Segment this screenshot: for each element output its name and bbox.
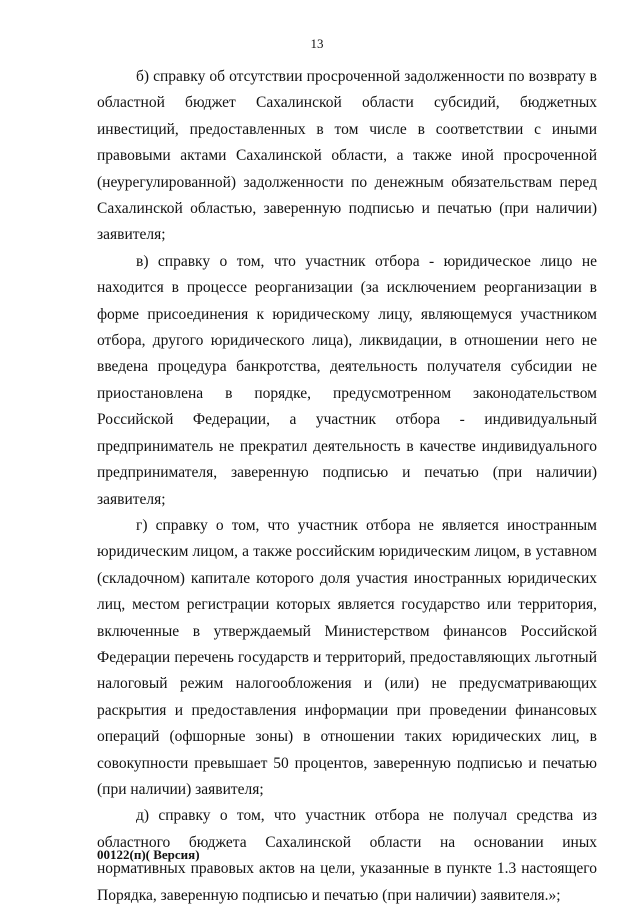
document-body [97,64,597,909]
paragraph-d: д) справку о том, что участник отбора не получал средства из областного бюджета Сахалинской области на основании иных нормативных правовых актов на цели, указанные в пункте 1.3 настоящего Порядка, заверенную подписью и печатью (при наличии) заявителя.»; [97,807,597,904]
paragraph-b: б) справку об отсутствии просроченной задолженности по возврату в областной бюджет Сахалинской области субсидий, бюджетных инвестиций, предоставленных в том числе в соответствии с иными правовыми актами Сахалинской области, а также иной просроченной (неурегулированной) задолженности по денежным обязательствам перед Сахалинской областью, заверенную подписью и печатью (при наличии) заявителя; [97,68,597,244]
paragraph-g: г) справку о том, что участник отбора не является иностранным юридическим лицом, а также российским юридическим лицом, в уставном (складочном) капитале которого доля участия иностранных юридических лиц, местом регистрации которых является государство или территория, включенные в утверждаемый Министерством финансов Российской Федерации перечень государств и территорий, предоставляющих льготный налоговый режим налогообложения и (или) не предусматривающих раскрытия и предоставления информации при проведении финансовых операций (офшорные зоны) в отношении таких юридических лиц, в совокупности превышает 50 процентов, заверенную подписью и печатью (при наличии) заявителя; [97,516,597,798]
page-number: 13 [310,36,324,51]
paragraph-v: в) справку о том, что участник отбора - юридическое лицо не находится в процессе реорганизации (за исключением реорганизации в форме присоединения к юридическому лицу, являющемуся участником отбора, другого юридического лица), ликвидации, в отношении него не введена процедура банкротства, деятельность получателя субсидии не приостановлена в порядке, предусмотренном законодательством Российской Федерации, а участник отбора - индивидуальный предприниматель не прекратил деятельность в качестве индивидуального предпринимателя, заверенную подписью и печатью (при наличии) заявителя; [97,252,597,508]
document-code-footer: 00122(п)( Версия) [97,847,200,862]
